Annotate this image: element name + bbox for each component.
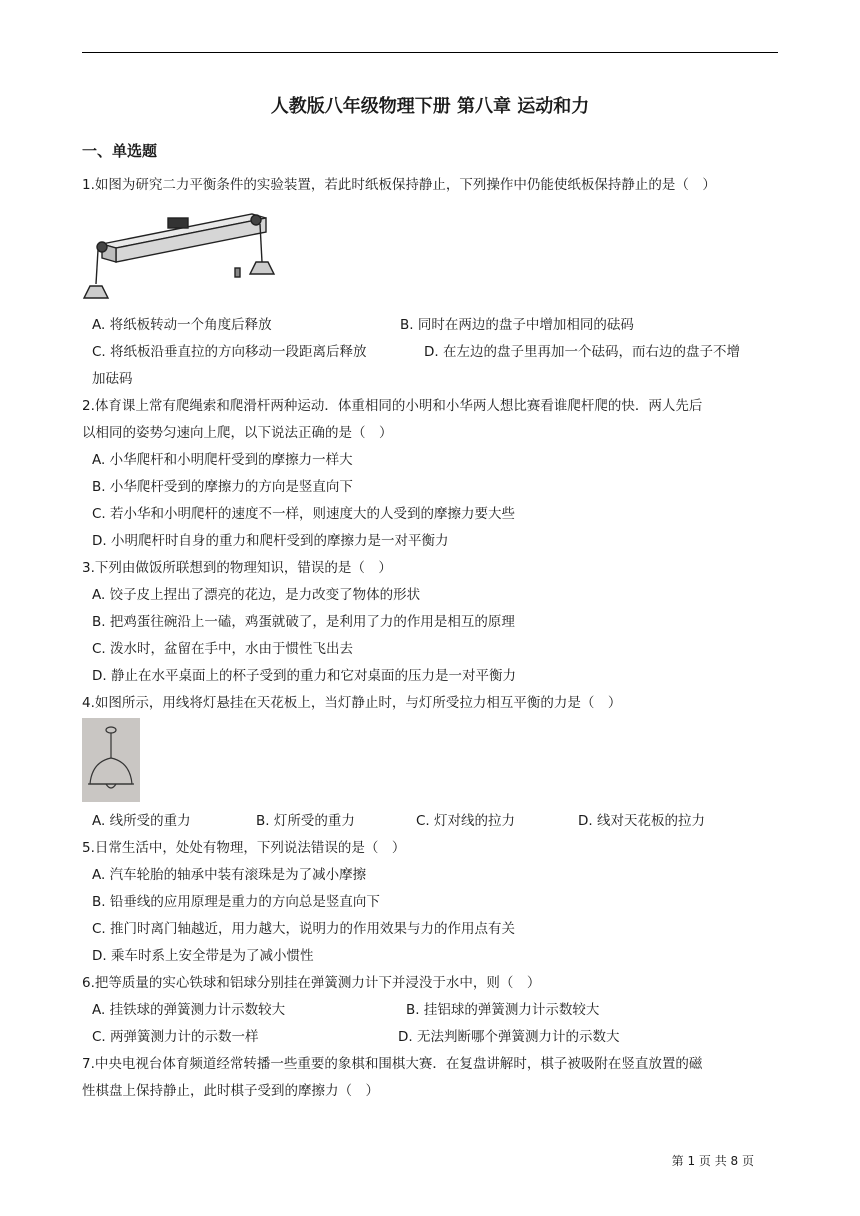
page-title: 人教版八年级物理下册 第八章 运动和力	[270, 96, 590, 117]
q2-option-b: B. 小华爬杆受到的摩擦力的方向是竖直向下	[92, 479, 353, 495]
hanging-lamp-figure	[82, 718, 140, 802]
q2-option-a: A. 小华爬杆和小明爬杆受到的摩擦力一样大	[92, 452, 353, 468]
section-heading: 一、单选题	[82, 142, 158, 160]
q3-option-a: A. 饺子皮上捏出了漂亮的花边，是力改变了物体的形状	[92, 587, 421, 603]
q6-option-a: A. 挂铁球的弹簧测力计示数较大	[92, 1002, 286, 1018]
q1-option-d-continued: 加砝码	[92, 371, 133, 387]
q6-option-d: D. 无法判断哪个弹簧测力计的示数大	[398, 1029, 620, 1045]
q1-option-b: B. 同时在两边的盘子中增加相同的砝码	[400, 317, 634, 333]
q1-option-c: C. 将纸板沿垂直拉的方向移动一段距离后释放	[92, 344, 367, 360]
question-2-stem-line-1: 2.体育课上常有爬绳索和爬滑杆两种运动．体重相同的小明和小华两人想比赛看谁爬杆爬的快．两人先后	[82, 398, 703, 414]
q4-option-a: A. 线所受的重力	[92, 813, 191, 829]
q2-option-d: D. 小明爬杆时自身的重力和爬杆受到的摩擦力是一对平衡力	[92, 533, 449, 549]
page-number-footer: 第 1 页 共 8 页	[671, 1154, 754, 1168]
q1-option-d: D. 在左边的盘子里再加一个砝码，而右边的盘子不增	[424, 344, 740, 360]
question-1-stem: 1.如图为研究二力平衡条件的实验装置，若此时纸板保持静止，下列操作中仍能使纸板保持静止的是（ ）	[82, 177, 716, 193]
q5-option-c: C. 推门时离门轴越近，用力越大，说明力的作用效果与力的作用点有关	[92, 921, 516, 937]
balance-apparatus-figure	[80, 202, 280, 306]
question-7-stem-line-2: 性棋盘上保持静止，此时棋子受到的摩擦力（ ）	[82, 1083, 379, 1099]
q4-option-b: B. 灯所受的重力	[256, 813, 355, 829]
question-5-stem: 5.日常生活中，处处有物理，下列说法错误的是（ ）	[82, 840, 406, 856]
question-2-stem-line-2: 以相同的姿势匀速向上爬，以下说法正确的是（ ）	[82, 425, 393, 441]
q5-option-b: B. 铅垂线的应用原理是重力的方向总是竖直向下	[92, 894, 380, 910]
q5-option-a: A. 汽车轮胎的轴承中装有滚珠是为了减小摩擦	[92, 867, 367, 883]
q1-option-a: A. 将纸板转动一个角度后释放	[92, 317, 272, 333]
q2-option-c: C. 若小华和小明爬杆的速度不一样，则速度大的人受到的摩擦力要大些	[92, 506, 516, 522]
q6-option-c: C. 两弹簧测力计的示数一样	[92, 1029, 259, 1045]
q6-option-b: B. 挂铝球的弹簧测力计示数较大	[406, 1002, 600, 1018]
question-7-stem-line-1: 7.中央电视台体育频道经常转播一些重要的象棋和围棋大赛．在复盘讲解时，棋子被吸附在竖直放置的磁	[82, 1056, 703, 1072]
q4-option-d: D. 线对天花板的拉力	[578, 813, 705, 829]
header-rule	[82, 52, 778, 53]
question-6-stem: 6.把等质量的实心铁球和铝球分别挂在弹簧测力计下并浸没于水中，则（ ）	[82, 975, 541, 991]
question-3-stem: 3.下列由做饭所联想到的物理知识，错误的是（ ）	[82, 560, 392, 576]
q4-option-c: C. 灯对线的拉力	[416, 813, 516, 829]
q5-option-d: D. 乘车时系上安全带是为了减小惯性	[92, 948, 314, 964]
question-4-stem: 4.如图所示，用线将灯悬挂在天花板上，当灯静止时，与灯所受拉力相互平衡的力是（ ）	[82, 695, 622, 711]
q3-option-b: B. 把鸡蛋往碗沿上一磕，鸡蛋就破了，是利用了力的作用是相互的原理	[92, 614, 515, 630]
q3-option-d: D. 静止在水平桌面上的杯子受到的重力和它对桌面的压力是一对平衡力	[92, 668, 516, 684]
q3-option-c: C. 泼水时，盆留在手中，水由于惯性飞出去	[92, 641, 354, 657]
